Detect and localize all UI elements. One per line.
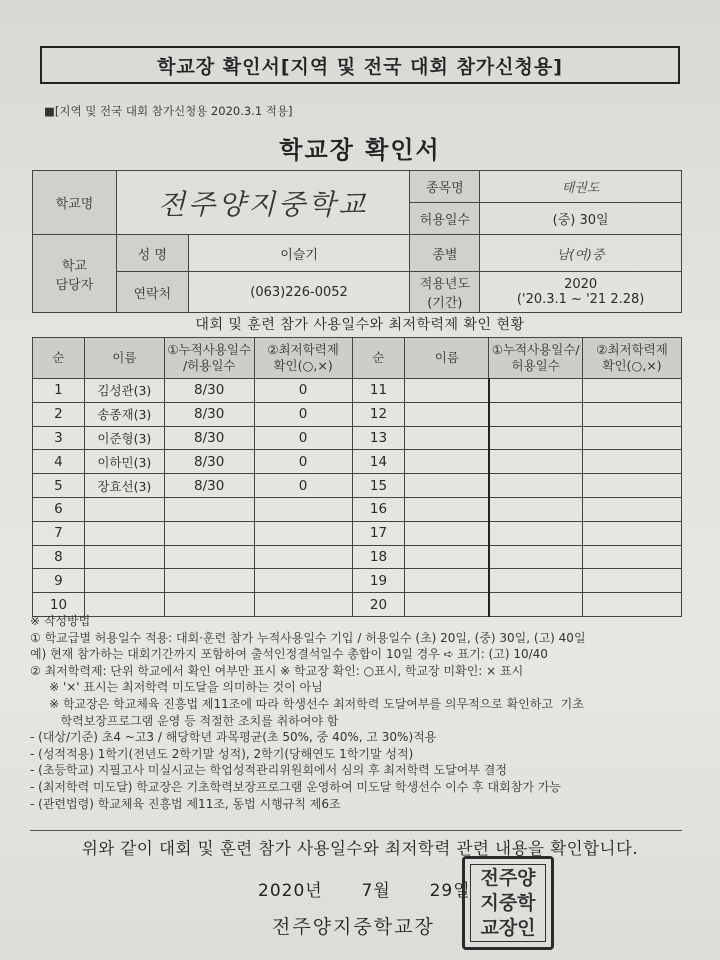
divider [30, 830, 682, 831]
document-title: 학교장 확인서 [279, 136, 441, 164]
header-days-line1: ①누적사용일수 [167, 342, 252, 357]
form-note: ■[지역 및 전국 대회 참가신청용 2020.3.1 적용] [44, 104, 293, 118]
grade-check [254, 545, 352, 569]
header-grade-line1: ②최저학력제 [267, 342, 339, 357]
grade-check-right [583, 474, 682, 498]
instruction-line: 예) 현재 참가하는 대회기간까지 포함하여 출석인정결석일수 총합이 10일 경우 ➪ 표기: (고) 10/40 [30, 647, 548, 662]
student-name-right [405, 402, 489, 426]
used-days [164, 497, 254, 521]
table-row [33, 379, 682, 403]
student-name-right [405, 545, 489, 569]
row-number: 10 [33, 593, 85, 617]
used-days-right [489, 426, 583, 450]
grade-check-right [583, 569, 682, 593]
header-grade-right-line1: ②최저학력제 [596, 342, 668, 357]
seal-line: 교장인 [480, 917, 536, 939]
student-name [84, 545, 164, 569]
header-name-right: 이름 [405, 338, 489, 379]
allowed-days-value: (중) 30일 [480, 203, 682, 235]
header-name: 이름 [84, 338, 164, 379]
used-days: 8/30 [164, 402, 254, 426]
gender-label: 종별 [410, 235, 480, 272]
instruction-line: ※ 작성방법 [30, 614, 91, 628]
seal-inscription [470, 864, 546, 942]
gender-value: 남(여)중 [480, 235, 682, 272]
official-seal-stamp [462, 856, 554, 950]
row-number: 6 [33, 497, 85, 521]
grade-check: 0 [254, 426, 352, 450]
header-grade-right-line2: 확인(○,×) [602, 358, 662, 373]
form-banner-title: 학교장 확인서[지역 및 전국 대회 참가신청용] [40, 46, 680, 84]
grade-check-right [583, 402, 682, 426]
row-number-right: 16 [352, 497, 405, 521]
student-name [84, 569, 164, 593]
row-number-right: 20 [352, 593, 405, 617]
used-days [164, 521, 254, 545]
used-days: 8/30 [164, 450, 254, 474]
header-grade [254, 338, 352, 379]
used-days-right [489, 521, 583, 545]
phone-value: (063)226-0052 [188, 272, 410, 313]
year-label-line1: 적용년도 [419, 277, 470, 292]
used-days-right [489, 450, 583, 474]
student-name: 장효선(3) [84, 474, 164, 498]
instruction-line: ① 학교급별 허용일수 적용: 대회·훈련 참가 누적사용일수 기입 / 허용일수 (초) 20일, (중) 30일, (고) 40일 [30, 630, 586, 645]
instruction-line: - (성적적용) 1학기(전년도 2학기말 성적), 2학기(당해연도 1학기말 성적) [30, 746, 414, 761]
student-name: 이준형(3) [84, 426, 164, 450]
student-name-right [405, 521, 489, 545]
row-number: 2 [33, 402, 85, 426]
grade-check [254, 521, 352, 545]
header-grade-right [583, 338, 682, 379]
used-days-right [489, 379, 583, 403]
table-row [33, 450, 682, 474]
sport-value: 태권도 [480, 171, 682, 203]
grade-check-right [583, 545, 682, 569]
participation-table [32, 337, 682, 617]
instruction-line: ※ '×' 표시는 최저학력 미도달을 의미하는 것이 아님 [30, 680, 323, 695]
used-days: 8/30 [164, 474, 254, 498]
name-label: 성 명 [116, 235, 188, 272]
instruction-line: - (관련법령) 학교체육 진흥법 제11조, 동법 시행규칙 제6조 [30, 796, 341, 811]
seal-line: 지중학 [480, 892, 536, 914]
used-days: 8/30 [164, 426, 254, 450]
used-days-right [489, 474, 583, 498]
row-number-right: 14 [352, 450, 405, 474]
instruction-line: - (대상/기준) 초4 ~고3 / 해당학년 과목평균(초 50%, 중 40%, 고 30%)적용 [30, 730, 437, 745]
row-number: 9 [33, 569, 85, 593]
year-cell [480, 272, 682, 313]
table-row [33, 402, 682, 426]
table-row [33, 521, 682, 545]
row-number: 1 [33, 379, 85, 403]
instruction-line: - (초등학교) 지필고사 미실시교는 학업성적관리위원회에서 심의 후 최저학력 도달여부 결정 [30, 763, 507, 778]
table-row [33, 497, 682, 521]
principal-title: 전주양지중학교장 [272, 916, 435, 938]
table-row [33, 474, 682, 498]
student-name-right [405, 379, 489, 403]
row-number-right: 15 [352, 474, 405, 498]
grade-check-right [583, 379, 682, 403]
instruction-line: ② 최저학력제: 단위 학교에서 확인 여부만 표시 ※ 학교장 확인: ○표시, 학교장 미확인: × 표시 [30, 663, 524, 678]
student-name-right [405, 474, 489, 498]
table-row [33, 545, 682, 569]
school-info-table [32, 170, 682, 313]
student-name-right [405, 497, 489, 521]
row-number-right: 18 [352, 545, 405, 569]
school-label: 학교명 [33, 171, 117, 235]
student-name-right [405, 450, 489, 474]
row-number: 3 [33, 426, 85, 450]
grade-check: 0 [254, 450, 352, 474]
student-name: 김성관(3) [84, 379, 164, 403]
table-row [33, 426, 682, 450]
issue-date [258, 876, 471, 901]
used-days-right [489, 497, 583, 521]
used-days: 8/30 [164, 379, 254, 403]
row-number: 4 [33, 450, 85, 474]
instruction-line: 학력보장프로그램 운영 등 적절한 조치를 취하여야 함 [30, 713, 339, 728]
header-days-right [489, 338, 583, 379]
table-body [33, 379, 682, 617]
year-period: ('20.3.1 ~ '21 2.28) [516, 292, 645, 307]
grade-check-right [583, 426, 682, 450]
confirmation-statement: 위와 같이 대회 및 훈련 참가 사용일수와 최저학력 관련 내용을 확인합니다. [81, 839, 639, 858]
seal-line: 전주양 [480, 867, 536, 889]
student-name: 송종재(3) [84, 402, 164, 426]
instructions-block [30, 613, 690, 812]
student-name [84, 521, 164, 545]
student-name-right [405, 569, 489, 593]
instruction-line: ※ 학교장은 학교체육 진흥법 제11조에 따라 학생선수 최저학력 도달여부를 의무적으로 확인하고 기초 [30, 696, 584, 711]
grade-check [254, 497, 352, 521]
used-days-right [489, 402, 583, 426]
contact-label-line1: 학교 [61, 258, 87, 274]
status-subtitle: 대회 및 훈련 참가 사용일수와 최저학력제 확인 현황 [195, 317, 525, 333]
allowed-days-label: 허용일수 [410, 203, 480, 235]
row-number: 5 [33, 474, 85, 498]
student-name: 이하민(3) [84, 450, 164, 474]
used-days [164, 545, 254, 569]
row-number: 8 [33, 545, 85, 569]
year-label-line2: (기간) [427, 296, 463, 311]
row-number-right: 13 [352, 426, 405, 450]
used-days [164, 569, 254, 593]
header-days [164, 338, 254, 379]
date-year: 2020년 [258, 881, 323, 901]
grade-check: 0 [254, 474, 352, 498]
header-no: 순 [33, 338, 85, 379]
used-days-right [489, 545, 583, 569]
school-name: 전주양지중학교 [116, 171, 410, 235]
instruction-line: - (최저학력 미도달) 학교장은 기초학력보장프로그램 운영하여 미도달 학생선수 이수 후 대회참가 가능 [30, 779, 561, 794]
header-days-right-line1: ①누적사용일수/ [491, 342, 580, 357]
sport-label: 종목명 [410, 171, 480, 203]
date-day: 29일 [429, 881, 471, 901]
header-no-right: 순 [352, 338, 405, 379]
grade-check [254, 569, 352, 593]
contact-person-label [33, 235, 117, 313]
row-number-right: 19 [352, 569, 405, 593]
year-label [410, 272, 480, 313]
grade-check-right [583, 450, 682, 474]
header-days-line2: /허용일수 [182, 358, 236, 373]
row-number-right: 11 [352, 379, 405, 403]
row-number-right: 12 [352, 402, 405, 426]
header-grade-line2: 확인(○,×) [273, 358, 333, 373]
used-days-right [489, 569, 583, 593]
contact-label-line2: 담당자 [55, 277, 94, 293]
table-row [33, 569, 682, 593]
student-name-right [405, 426, 489, 450]
row-number: 7 [33, 521, 85, 545]
table-header-row [33, 338, 682, 379]
name-value: 이슬기 [188, 235, 410, 272]
header-days-right-line2: 허용일수 [511, 358, 560, 373]
grade-check-right [583, 497, 682, 521]
grade-check-right [583, 521, 682, 545]
grade-check: 0 [254, 402, 352, 426]
row-number-right: 17 [352, 521, 405, 545]
year-value: 2020 [564, 277, 598, 292]
student-name [84, 497, 164, 521]
phone-label: 연락처 [116, 272, 188, 313]
grade-check: 0 [254, 379, 352, 403]
date-month: 7월 [361, 881, 391, 901]
